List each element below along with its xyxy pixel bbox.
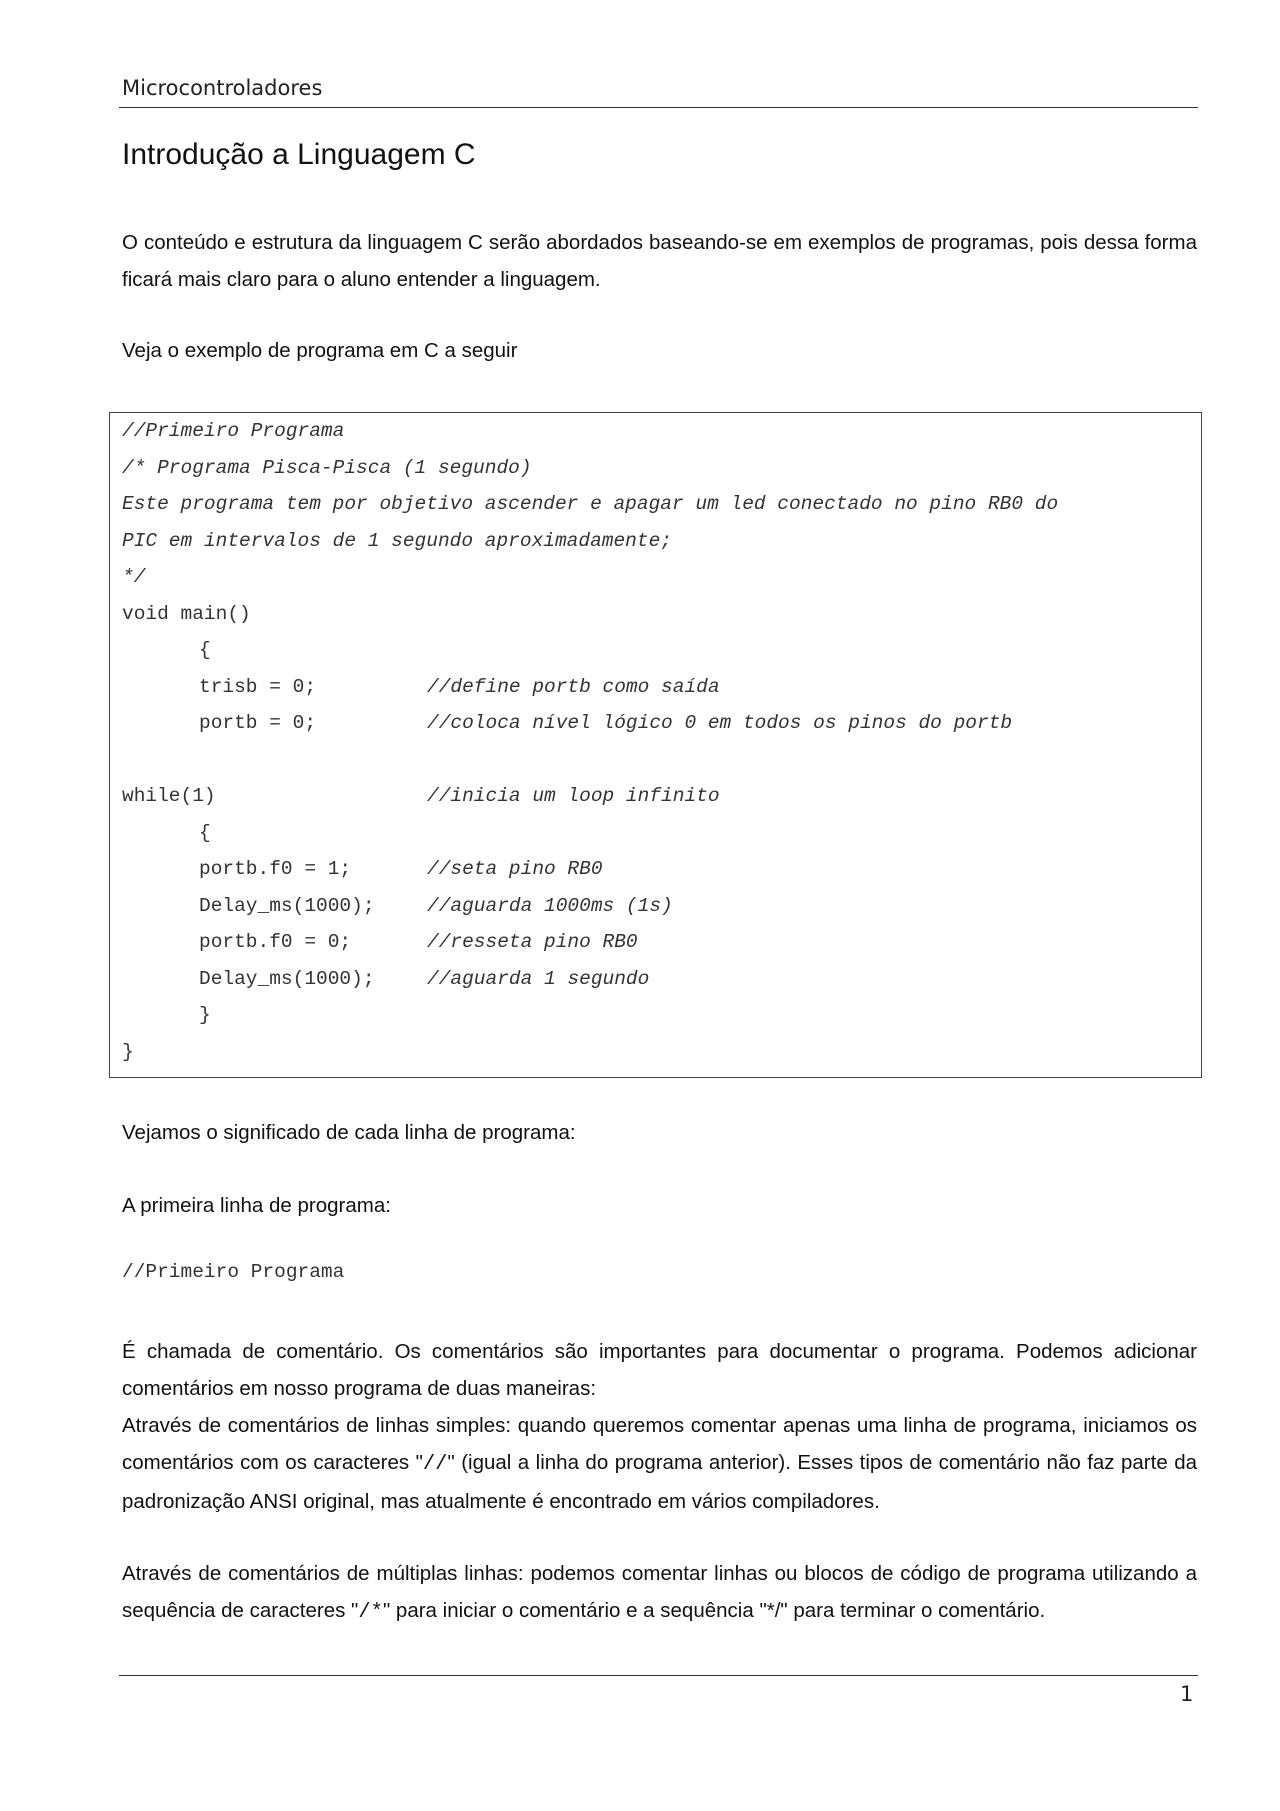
code-statement: portb = 0;: [199, 712, 317, 734]
paragraph-text: Através de comentários de múltiplas linhas: podemos comentar linhas ou blocos de código de programa utilizando a sequência de caracteres ": [122, 1562, 1197, 1622]
code-comment: //Primeiro Programa: [122, 420, 345, 442]
code-line: [122, 1034, 1192, 1071]
code-statement: while(1): [122, 785, 216, 807]
code-line: [122, 523, 1192, 560]
code-listing: [109, 412, 1202, 1078]
code-line: [122, 486, 1192, 523]
code-comment: //seta pino RB0: [427, 858, 603, 880]
code-statement: }: [122, 1040, 134, 1063]
code-line: [122, 851, 1192, 888]
meaning-intro: Vejamos o significado de cada linha de programa:: [122, 1121, 576, 1144]
first-line-label: A primeira linha de programa:: [122, 1194, 391, 1217]
code-line: [122, 815, 1192, 852]
code-comment: //inicia um loop infinito: [427, 785, 720, 807]
example-intro: Veja o exemplo de programa em C a seguir: [122, 339, 518, 362]
code-line: [122, 413, 1192, 450]
paragraph-text: Através de comentários de linhas simples: quando queremos comentar apenas uma linha de programa, iniciamos os comentários com os caracteres ": [122, 1414, 1197, 1474]
paragraph-text: " para iniciar o comentário e a sequência "*/" para terminar o comentário.: [382, 1599, 1046, 1622]
code-comment: Este programa tem por objetivo ascender e apagar um led conectado no pino RB0 do: [122, 493, 1059, 515]
inline-code: /*: [358, 1601, 383, 1624]
code-comment: //aguarda 1000ms (1s): [427, 894, 673, 917]
inline-code: //: [422, 1453, 448, 1476]
code-statement: Delay_ms(1000);: [199, 894, 375, 917]
comment-paragraph: É chamada de comentário. Os comentários são importantes para documentar o programa. Podemos adicionar comentários em nosso programa de duas maneiras:: [122, 1340, 1197, 1400]
code-comment: //aguarda 1 segundo: [427, 967, 650, 990]
code-line: [122, 778, 1192, 815]
page-number: 1: [1180, 1682, 1194, 1706]
code-line: [122, 924, 1192, 961]
code-sample: //Primeiro Programa: [122, 1261, 345, 1283]
code-line: [122, 961, 1192, 998]
single-line-comment-paragraph: [122, 1407, 1197, 1520]
code-statement: }: [199, 1004, 211, 1026]
code-line: [122, 997, 1192, 1034]
code-statement: trisb = 0;: [199, 675, 317, 698]
code-statement: Delay_ms(1000);: [199, 967, 375, 990]
code-comment: /* Programa Pisca-Pisca (1 segundo): [122, 456, 532, 479]
header-rule: [119, 107, 1198, 108]
code-statement: {: [199, 639, 211, 661]
code-comment: //define portb como saída: [427, 675, 720, 698]
code-statement: {: [199, 821, 211, 844]
running-header: Microcontroladores: [122, 76, 323, 100]
page-title: Introdução a Linguagem C: [122, 138, 476, 171]
code-comment: */: [122, 566, 146, 588]
code-line: [122, 596, 1192, 633]
code-statement: portb.f0 = 0;: [199, 931, 352, 953]
code-lines: [122, 413, 1192, 1070]
code-comment: //resseta pino RB0: [427, 931, 638, 953]
code-line: [122, 559, 1192, 596]
code-line: [122, 632, 1192, 669]
code-comment: //coloca nível lógico 0 em todos os pinos do portb: [427, 712, 1013, 734]
code-statement: portb.f0 = 1;: [199, 858, 352, 880]
code-statement: void main(): [122, 602, 251, 625]
code-blank-line: [122, 742, 1192, 779]
code-line: [122, 450, 1192, 487]
code-line: [122, 705, 1192, 742]
code-line: [122, 888, 1192, 925]
multi-line-comment-paragraph: [122, 1555, 1197, 1631]
code-comment: PIC em intervalos de 1 segundo aproximadamente;: [122, 529, 672, 552]
intro-paragraph: O conteúdo e estrutura da linguagem C serão abordados baseando-se em exemplos de programas, pois dessa forma ficará mais claro para o aluno entender a linguagem.: [122, 231, 1197, 291]
paragraph-text: " (igual a linha do programa anterior). Esses tipos de comentário não faz parte da padronização ANSI original, mas atualmente é encontrado em vários compiladores.: [122, 1451, 1197, 1513]
code-line: [122, 669, 1192, 706]
footer-rule: [119, 1675, 1198, 1676]
